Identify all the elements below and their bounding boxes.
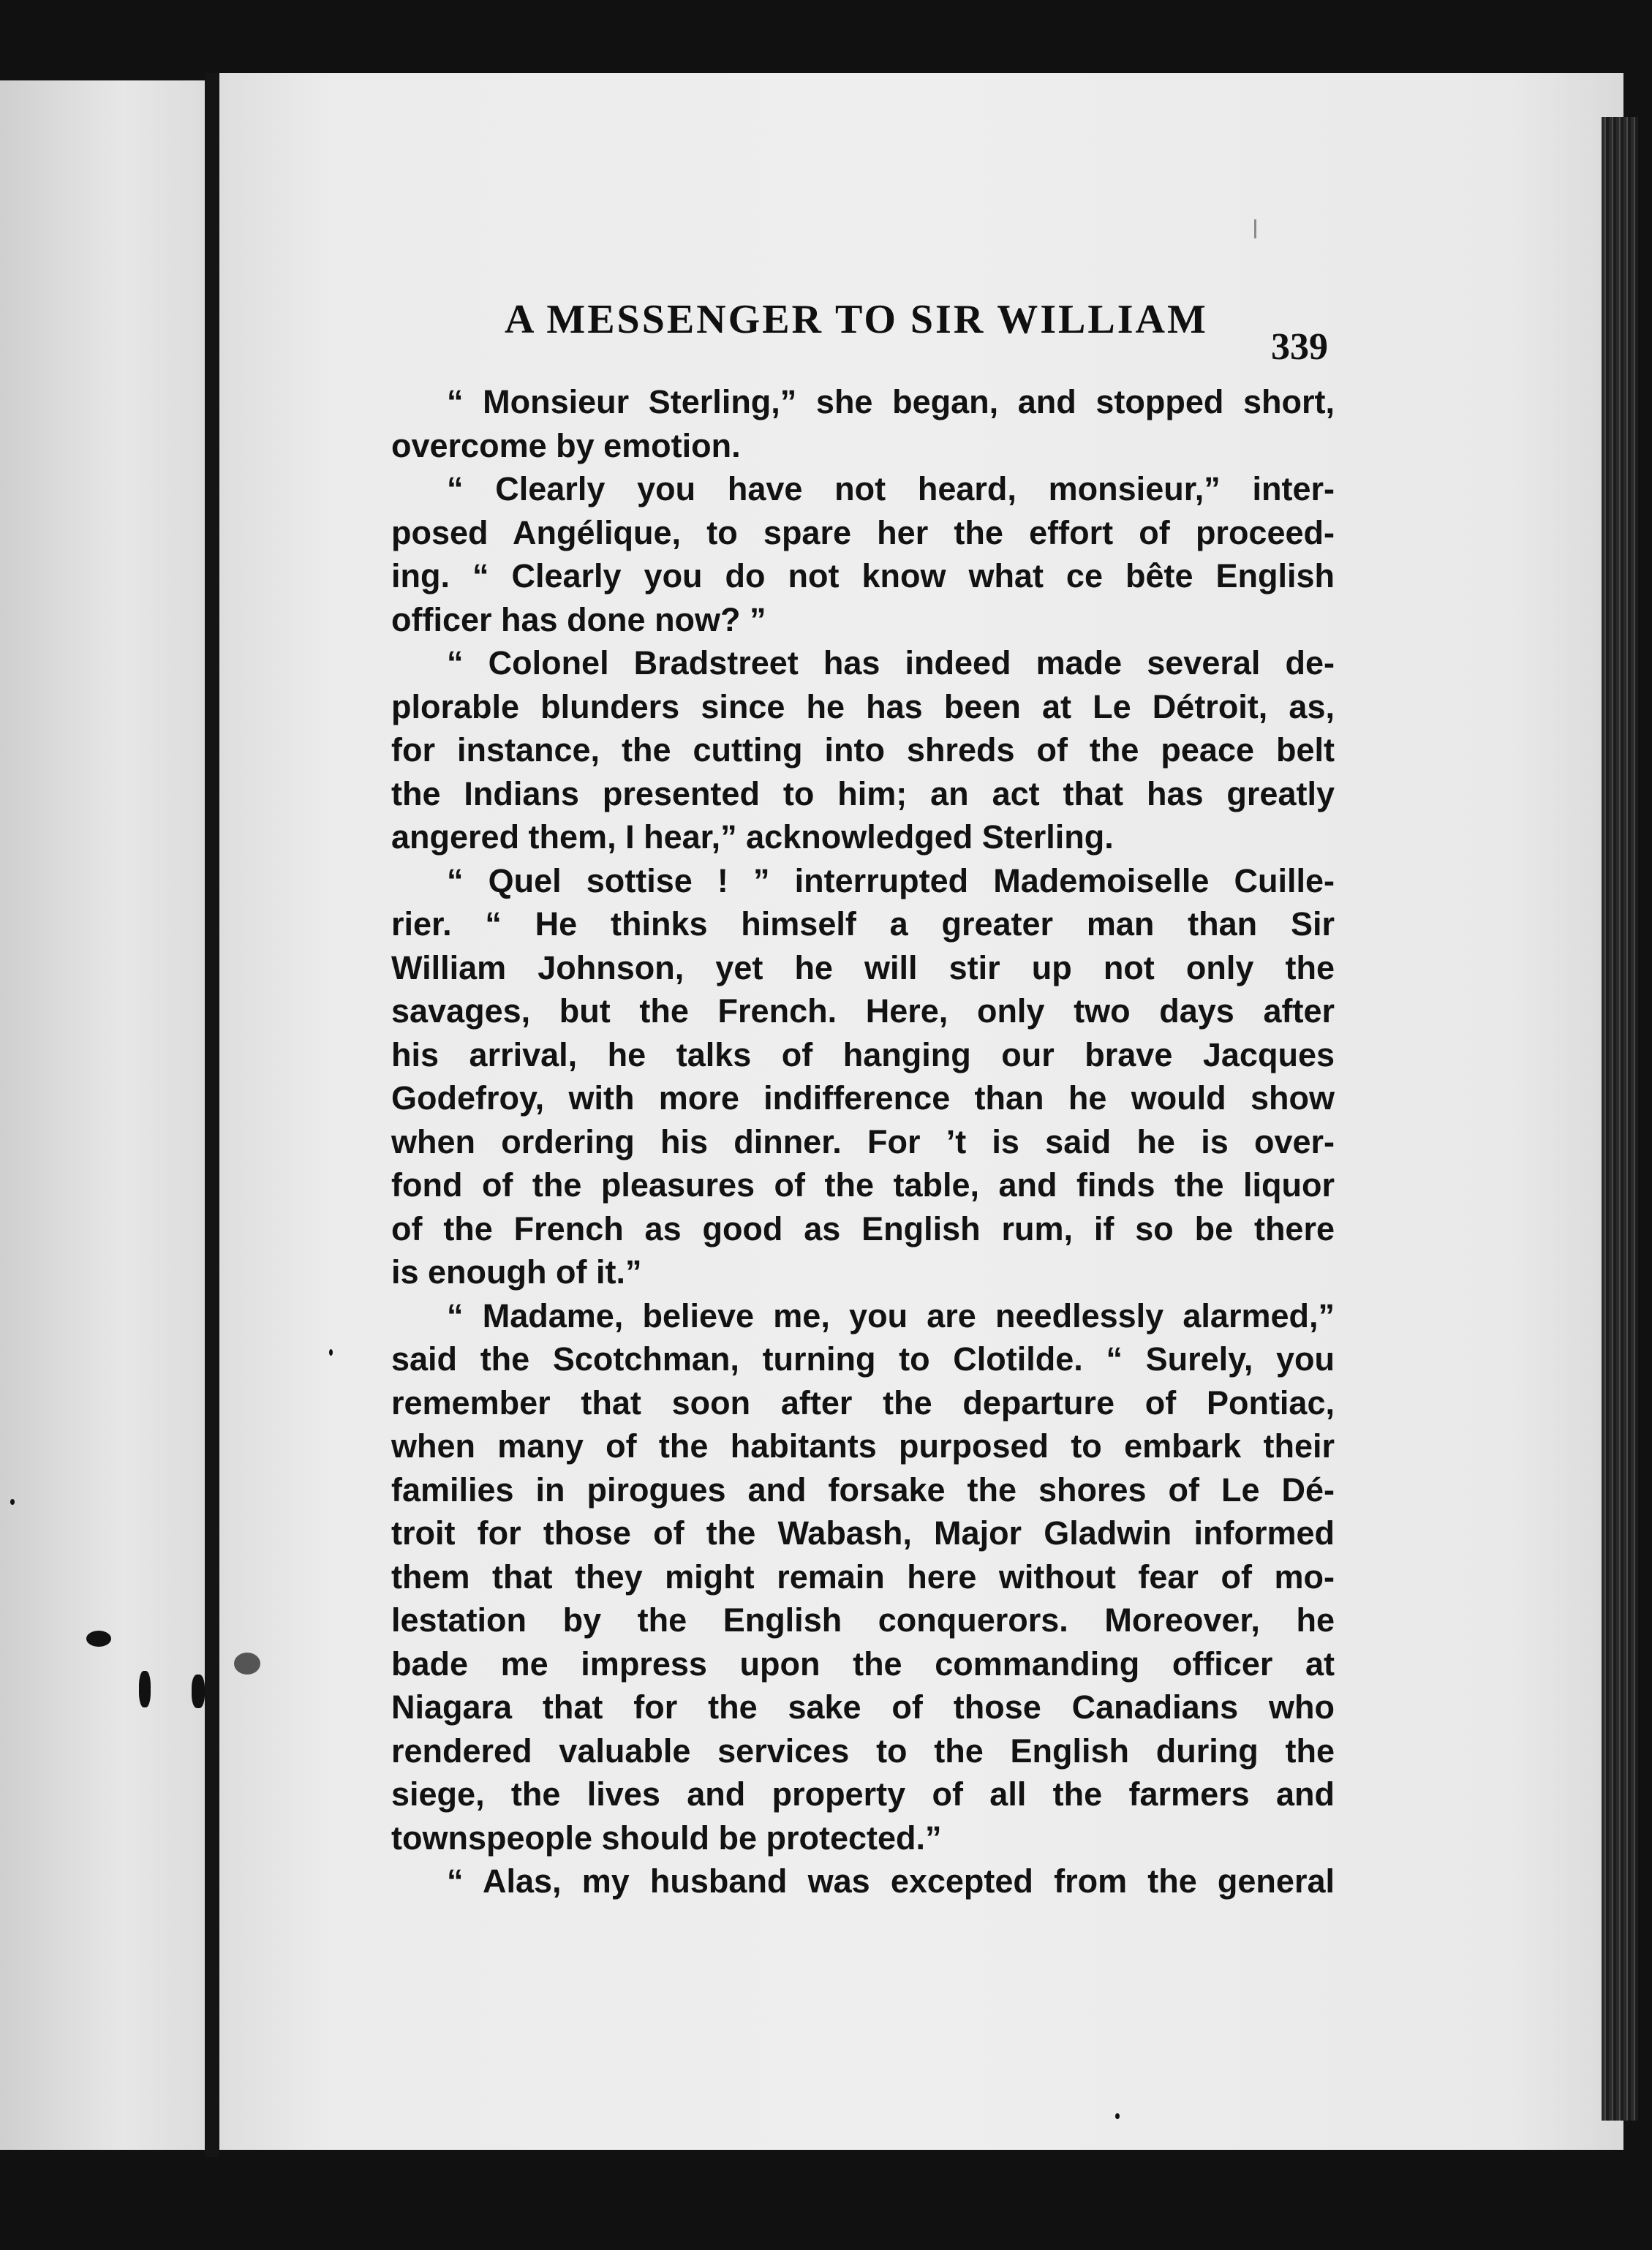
text-line: troit for those of the Wabash, Major Gladwin informed xyxy=(391,1514,1335,1552)
text-line: rendered valuable services to the English during the xyxy=(391,1732,1335,1770)
text-line: for instance, the cutting into shreds of the peace belt xyxy=(391,731,1335,769)
text-line: siege, the lives and property of all the farmers and xyxy=(391,1775,1335,1813)
text-line: his arrival, he talks of hanging our brave Jacques xyxy=(391,1035,1335,1073)
left-page-margin xyxy=(0,80,205,2150)
ink-dot xyxy=(10,1499,15,1505)
text-line: “ Colonel Bradstreet has indeed made several de- xyxy=(447,644,1335,682)
text-line: families in pirogues and forsake the shores of Le Dé- xyxy=(391,1471,1335,1509)
text-line: fond of the pleasures of the table, and finds the liquor xyxy=(391,1166,1335,1204)
text-line: said the Scotchman, turning to Clotilde. “ Surely, you xyxy=(391,1340,1335,1378)
ink-blot xyxy=(234,1653,260,1675)
text-line: them that they might remain here without fear of mo- xyxy=(391,1558,1335,1596)
text-line: “ Alas, my husband was excepted from the general xyxy=(447,1862,1335,1900)
text-line: ing. “ Clearly you do not know what ce bête English xyxy=(391,557,1335,594)
text-line: Godefroy, with more indifference than he would show xyxy=(391,1079,1335,1117)
ink-blot xyxy=(139,1671,151,1707)
text-line: when ordering his dinner. For ’t is said he is over- xyxy=(391,1122,1335,1160)
text-line: plorable blunders since he has been at Le Détroit, as, xyxy=(391,687,1335,725)
text-line: “ Monsieur Sterling,” she began, and stopped short, xyxy=(447,383,1335,420)
text-line: lestation by the English conquerors. Moreover, he xyxy=(391,1601,1335,1639)
text-line: is enough of it.” xyxy=(391,1253,642,1291)
text-line: angered them, I hear,” acknowledged Sterling. xyxy=(391,818,1114,856)
text-line: townspeople should be protected.” xyxy=(391,1819,942,1857)
text-line: “ Madame, believe me, you are needlessly alarmed,” xyxy=(447,1296,1335,1334)
text-line: rier. “ He thinks himself a greater man than Sir xyxy=(391,905,1335,943)
text-line: William Johnson, yet he will stir up not only the xyxy=(391,948,1335,986)
ink-blot xyxy=(192,1675,205,1708)
page-number: 339 xyxy=(1271,326,1328,368)
text-line: savages, but the French. Here, only two days after xyxy=(391,992,1335,1030)
text-line: “ Clearly you have not heard, monsieur,” inter- xyxy=(447,470,1335,507)
text-line: remember that soon after the departure of Pontiac, xyxy=(391,1383,1335,1422)
text-line: when many of the habitants purposed to embark their xyxy=(391,1427,1335,1465)
running-header: A MESSENGER TO SIR WILLIAM xyxy=(505,297,1208,342)
ink-blot xyxy=(86,1631,111,1647)
text-line: the Indians presented to him; an act that has greatly xyxy=(391,774,1335,812)
text-line: Niagara that for the sake of those Canadians who xyxy=(391,1688,1335,1726)
text-line: “ Quel sottise ! ” interrupted Mademoiselle Cuille- xyxy=(447,861,1335,899)
margin-mark xyxy=(1254,219,1256,238)
text-line: overcome by emotion. xyxy=(391,426,741,464)
book-gutter xyxy=(205,73,219,2157)
text-line: of the French as good as English rum, if so be there xyxy=(391,1209,1335,1247)
text-line: bade me impress upon the commanding officer at xyxy=(391,1645,1335,1683)
text-line: posed Angélique, to spare her the effort of proceed- xyxy=(391,513,1335,551)
ink-dot xyxy=(329,1349,333,1356)
text-line: officer has done now? ” xyxy=(391,600,766,638)
body-text xyxy=(391,380,1335,1903)
page-edges xyxy=(1602,117,1638,2121)
ink-dot xyxy=(1115,2113,1120,2119)
